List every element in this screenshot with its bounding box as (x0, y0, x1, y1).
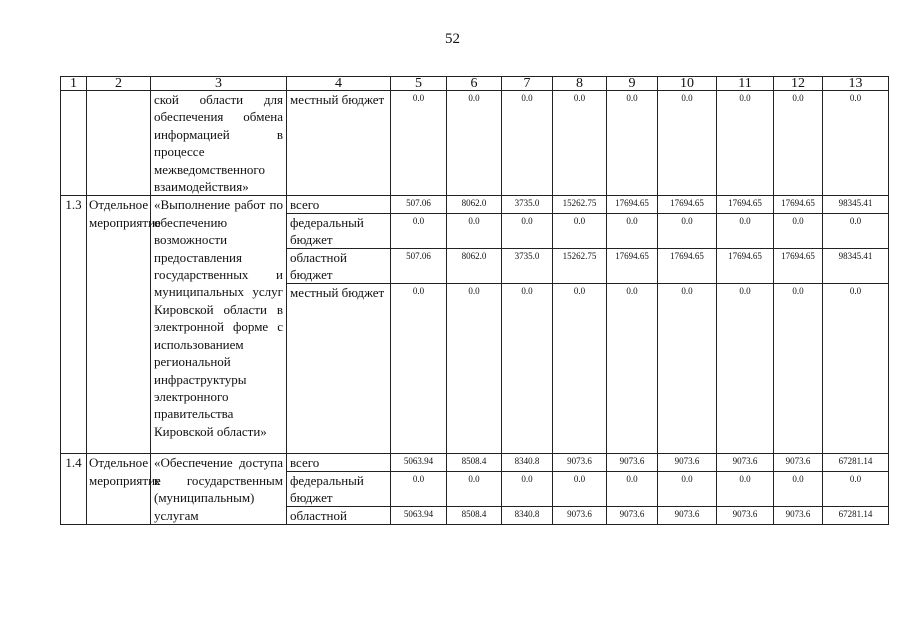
item-type-cell (87, 91, 151, 196)
value-cell: 8340.8 (502, 507, 553, 525)
value-cell: 0.0 (823, 472, 889, 507)
value-cell: 0.0 (658, 284, 717, 454)
value-cell: 9073.6 (658, 454, 717, 472)
value-cell: 67281.14 (823, 454, 889, 472)
header-cell: 9 (607, 77, 658, 91)
value-cell: 0.0 (553, 91, 607, 196)
header-cell: 7 (502, 77, 553, 91)
header-cell: 2 (87, 77, 151, 91)
funding-source: федеральный бюджет (287, 214, 391, 249)
value-cell: 0.0 (553, 472, 607, 507)
value-cell: 507.06 (391, 249, 447, 284)
budget-table (60, 76, 889, 525)
value-cell: 0.0 (447, 472, 502, 507)
value-cell: 0.0 (607, 91, 658, 196)
funding-source: областной (287, 507, 391, 525)
value-cell: 0.0 (774, 284, 823, 454)
header-cell: 5 (391, 77, 447, 91)
value-cell: 0.0 (717, 284, 774, 454)
funding-source: всего (287, 196, 391, 214)
value-cell: 0.0 (502, 284, 553, 454)
value-cell: 9073.6 (607, 507, 658, 525)
header-cell: 4 (287, 77, 391, 91)
value-cell: 0.0 (774, 214, 823, 249)
funding-source: всего (287, 454, 391, 472)
header-cell: 1 (61, 77, 87, 91)
item-type: Отдельное мероприятие (87, 454, 151, 525)
value-cell: 17694.65 (774, 196, 823, 214)
value-cell: 98345.41 (823, 196, 889, 214)
value-cell: 17694.65 (607, 249, 658, 284)
item-number: 1.4 (61, 454, 87, 525)
value-cell: 8340.8 (502, 454, 553, 472)
value-cell: 9073.6 (553, 507, 607, 525)
value-cell: 98345.41 (823, 249, 889, 284)
value-cell: 0.0 (553, 284, 607, 454)
value-cell: 0.0 (391, 214, 447, 249)
value-cell: 0.0 (553, 214, 607, 249)
value-cell: 0.0 (502, 214, 553, 249)
value-cell: 0.0 (607, 214, 658, 249)
value-cell: 9073.6 (774, 507, 823, 525)
table-row (61, 91, 889, 196)
value-cell: 5063.94 (391, 507, 447, 525)
value-cell: 8508.4 (447, 454, 502, 472)
value-cell: 17694.65 (607, 196, 658, 214)
value-cell: 0.0 (447, 214, 502, 249)
funding-source: местный бюджет (287, 284, 391, 454)
value-cell: 0.0 (823, 91, 889, 196)
funding-source: местный бюджет (287, 91, 391, 196)
value-cell: 9073.6 (774, 454, 823, 472)
value-cell: 9073.6 (658, 507, 717, 525)
value-cell: 15262.75 (553, 196, 607, 214)
value-cell: 0.0 (502, 91, 553, 196)
item-description: ской области для обеспечения обмена информацией в процессе межведомственного взаимодействия» (151, 91, 287, 196)
value-cell: 5063.94 (391, 454, 447, 472)
value-cell: 67281.14 (823, 507, 889, 525)
value-cell: 0.0 (774, 472, 823, 507)
value-cell: 0.0 (607, 284, 658, 454)
value-cell: 17694.65 (717, 249, 774, 284)
value-cell: 9073.6 (717, 454, 774, 472)
header-cell: 8 (553, 77, 607, 91)
value-cell: 17694.65 (717, 196, 774, 214)
funding-source: областной бюджет (287, 249, 391, 284)
item-description: «Выполнение работ по обеспечению возможности предоставления государственных и муниципальных услуг Кировской области в электронной форме с использованием региональной инфраструктуры электронного правительства Кировской области» (151, 196, 287, 454)
header-cell: 12 (774, 77, 823, 91)
value-cell: 0.0 (447, 91, 502, 196)
value-cell: 0.0 (717, 214, 774, 249)
value-cell: 0.0 (502, 472, 553, 507)
table-row (61, 454, 889, 472)
value-cell: 17694.65 (774, 249, 823, 284)
table-row (61, 196, 889, 214)
value-cell: 0.0 (658, 91, 717, 196)
value-cell: 0.0 (607, 472, 658, 507)
value-cell: 9073.6 (717, 507, 774, 525)
value-cell: 17694.65 (658, 249, 717, 284)
value-cell: 8062.0 (447, 249, 502, 284)
value-cell: 9073.6 (553, 454, 607, 472)
header-row (61, 77, 889, 91)
value-cell: 0.0 (391, 284, 447, 454)
value-cell: 8508.4 (447, 507, 502, 525)
value-cell: 0.0 (717, 472, 774, 507)
value-cell: 0.0 (391, 472, 447, 507)
value-cell: 0.0 (447, 284, 502, 454)
value-cell: 15262.75 (553, 249, 607, 284)
value-cell: 8062.0 (447, 196, 502, 214)
header-cell: 11 (717, 77, 774, 91)
value-cell: 0.0 (391, 91, 447, 196)
header-cell: 13 (823, 77, 889, 91)
header-cell: 10 (658, 77, 717, 91)
item-number-cell (61, 91, 87, 196)
item-description: «Обеспечение доступа к государственным (муниципальным) услугам (151, 454, 287, 525)
page-number: 52 (445, 31, 460, 47)
header-cell: 3 (151, 77, 287, 91)
value-cell: 0.0 (658, 472, 717, 507)
value-cell: 17694.65 (658, 196, 717, 214)
value-cell: 3735.0 (502, 196, 553, 214)
funding-source: федеральный бюджет (287, 472, 391, 507)
value-cell: 507.06 (391, 196, 447, 214)
value-cell: 0.0 (774, 91, 823, 196)
header-cell: 6 (447, 77, 502, 91)
value-cell: 0.0 (823, 214, 889, 249)
value-cell: 0.0 (658, 214, 717, 249)
value-cell: 0.0 (823, 284, 889, 454)
value-cell: 9073.6 (607, 454, 658, 472)
value-cell: 0.0 (717, 91, 774, 196)
value-cell: 3735.0 (502, 249, 553, 284)
item-type: Отдельное мероприятие (87, 196, 151, 454)
item-number: 1.3 (61, 196, 87, 454)
